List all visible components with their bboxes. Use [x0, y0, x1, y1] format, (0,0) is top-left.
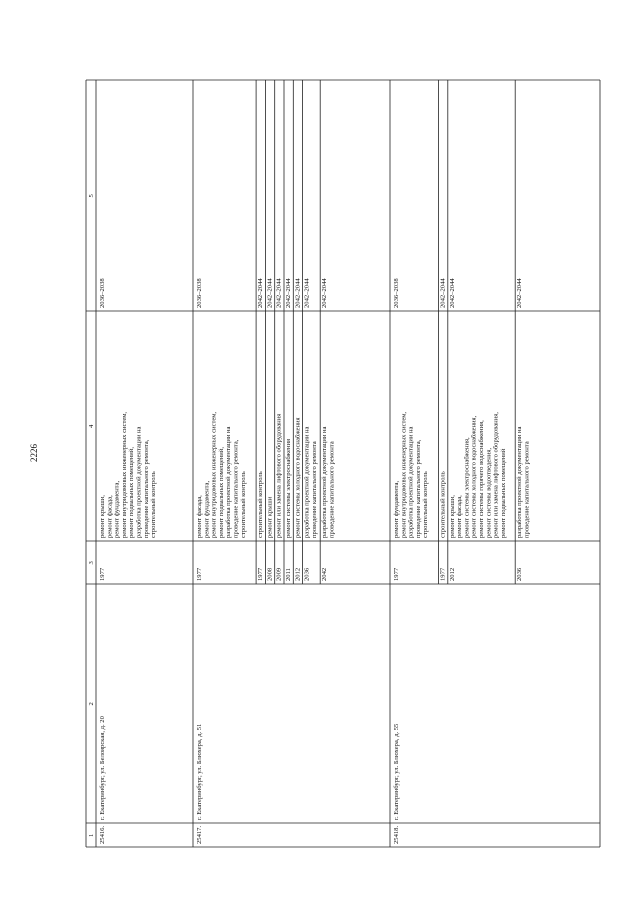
- row-work-item: ремонт фасада,: [106, 495, 114, 538]
- subrow-period: 2042–2044: [294, 278, 302, 308]
- subrow-work-item: ремонт системы холодного водоснабжения: [294, 417, 302, 538]
- subrow-period: 2042–2044: [303, 278, 311, 308]
- row-number: 25416.: [99, 825, 106, 844]
- subrow-work-item: ремонт или замена лифтового оборудования,: [492, 412, 500, 538]
- row-work-item: строительный контроль: [239, 471, 247, 538]
- subrow-work-item: ремонт системы горячего водоснабжения,: [478, 420, 485, 538]
- subrow-period: 2042–2044: [257, 278, 265, 308]
- subrow-period: 2042–2044: [275, 278, 283, 308]
- row-work-item: ремонт крыши,: [99, 495, 106, 538]
- header-cell-2: 2: [88, 702, 95, 706]
- row-address: г. Екатеринбург, ул. Белоярская, д. 20: [99, 716, 106, 820]
- subrow-year: 2042: [321, 567, 329, 581]
- row-work-item: ремонт внутридомовых инженерных систем,: [210, 411, 218, 538]
- subrow-work-item: ремонт системы электроснабжения: [285, 438, 292, 538]
- row-work-item: ремонт внутридомовых инженерных систем,: [120, 411, 128, 538]
- row-work-item: ремонт внутридомовых инженерных систем,: [400, 411, 408, 538]
- subrow-year: 2012: [294, 567, 302, 581]
- subrow-work-item: строительный контроль: [257, 471, 265, 538]
- row-work-item: разработка проектной документации на: [407, 426, 415, 538]
- row-period: 2036–2038: [393, 278, 400, 308]
- subrow-work-item: ремонт фасада,: [456, 495, 464, 538]
- row-work-item: проведение капитального ремонта,: [414, 439, 422, 538]
- row-work-item: строительный контроль: [150, 471, 158, 538]
- subrow-year: 2012: [448, 567, 456, 581]
- subrow-year: 2036: [516, 567, 524, 581]
- subrow-year: 2036: [303, 567, 311, 581]
- row-work-item: разработка проектной документации на: [135, 426, 143, 538]
- row-work-item: ремонт фундамента,: [393, 480, 400, 538]
- subrow-year: 1977: [257, 567, 265, 581]
- subrow-work-item: разработка проектной документации на: [516, 426, 524, 538]
- subrow-work-item: ремонт системы электроснабжения,: [463, 437, 471, 538]
- subrow-work-item: проведение капитального ремонта: [523, 441, 531, 538]
- row-work-item: ремонт фундамента,: [203, 480, 211, 538]
- subrow-work-item: ремонт подвальных помещений: [499, 448, 507, 538]
- subrow-work-item: разработка проектной документации на: [303, 426, 311, 538]
- subrow-work-item: проведение капитального ремонта: [310, 441, 318, 538]
- subrow-work-item: ремонт системы водоотведения,: [485, 447, 493, 538]
- subrow-period: 2042–2044: [439, 278, 447, 308]
- subrow-work-item: ремонт крыши: [266, 496, 274, 538]
- row-number: 25418.: [393, 825, 400, 844]
- row-work-item: разработка проектной документации на: [225, 426, 233, 538]
- row-number: 25417.: [196, 825, 203, 844]
- subrow-work-item: проведение капитального ремонта: [328, 441, 336, 538]
- subrow-year: 2011: [285, 568, 292, 581]
- row-year: 1977: [99, 567, 106, 581]
- header-cell-4: 4: [88, 424, 95, 428]
- subrow-work-item: ремонт системы холодного водоснабжения,: [470, 415, 478, 538]
- row-work-item: проведение капитального ремонта,: [232, 439, 240, 538]
- subrow-period: 2042–2044: [321, 278, 329, 308]
- subrow-year: 2008: [266, 567, 274, 581]
- subrow-work-item: строительный контроль: [439, 471, 447, 538]
- row-year: 1977: [393, 567, 400, 581]
- subrow-period: 2042–2044: [266, 278, 274, 308]
- subrow-year: 2009: [275, 567, 283, 581]
- row-year: 1977: [196, 567, 203, 581]
- row-work-item: проведение капитального ремонта,: [142, 439, 150, 538]
- row-period: 2036–2038: [196, 278, 203, 308]
- header-cell-1: 1: [88, 833, 95, 837]
- header-cell-3: 3: [88, 561, 95, 565]
- row-address: г. Екатеринбург, ул. Блюхера, д. 55: [393, 723, 400, 820]
- row-address: г. Екатеринбург, ул. Блюхера, д. 51: [196, 723, 203, 820]
- row-period: 2036–2038: [99, 278, 106, 308]
- subrow-period: 2042–2044: [285, 278, 292, 308]
- subrow-year: 1977: [439, 567, 447, 581]
- page-number: 2226: [29, 444, 39, 462]
- row-work-item: ремонт подвальных помещений,: [217, 447, 225, 538]
- row-work-item: ремонт фундамента,: [113, 480, 121, 538]
- subrow-work-item: ремонт или замена лифтового оборудования: [275, 413, 283, 538]
- header-cell-5: 5: [88, 194, 95, 198]
- subrow-period: 2042–2044: [516, 278, 524, 308]
- subrow-work-item: разработка проектной документации на: [321, 426, 329, 538]
- subrow-period: 2042–2044: [448, 278, 456, 308]
- subrow-work-item: ремонт крыши,: [448, 495, 456, 538]
- row-work-item: строительный контроль: [422, 471, 430, 538]
- row-work-item: ремонт подвальных помещений,: [128, 447, 136, 538]
- row-work-item: ремонт фасада,: [196, 495, 203, 538]
